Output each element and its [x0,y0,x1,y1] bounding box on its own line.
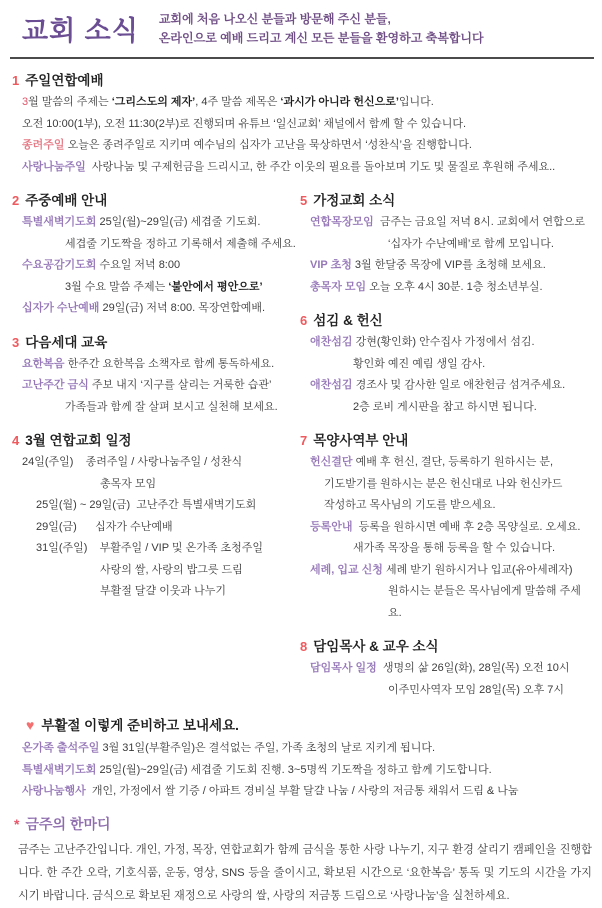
page-title: 교회 소식 [22,16,139,46]
text-line [298,680,594,702]
text-line [298,375,594,397]
keyword-label: 헌신결단 [310,456,353,468]
hanmadi-paragraph: 금주는 고난주간입니다. 개인, 가정, 목장, 연합교회가 함께 금식을 통한 사랑 나누기, 지구 환경 살리기 캠페인을 진행합니다. 한 주간 오락, 기호식품, 운동, 영상, SNS 등을 줄이시고, 확보된 시간으로 ‘요한복음’ 통독 및 기도의 시간을 가지시기 바랍니다. 금식으로 확보된 재정으로 사랑의 쌀, 사랑의 저금통 드림으로 ‘사랑나눔’을 실천하세요. [18,843,592,902]
text-segment: 3월 31일(부활주일)은 결석없는 주일, 가족 초청의 날로 지키게 됩니다. [99,742,436,754]
text-line [10,538,298,560]
section-body [10,212,298,320]
asterisk-icon: * [14,815,20,832]
section-title: 섬김 & 헌신 [313,313,383,328]
text-segment: , 4주 말씀 제목은 [195,96,281,108]
section-body [10,452,298,603]
text-segment: 예배 후 헌신, 결단, 등록하기 원하시는 분, [352,456,554,468]
text-segment: 주보 내지 ‘지구를 살리는 거룩한 습관’ [88,379,272,391]
keyword-label: 세례, 입교 신청 [310,563,383,576]
section-2 [10,189,298,320]
text-line [10,255,298,277]
text-line [10,474,298,496]
text-segment: 원하시는 분들은 목사님에게 말씀해 주세요. [388,585,581,619]
hanmadi-section [10,814,594,908]
text-segment: 31일(주일) 부활주일 / VIP 및 온가족 초청주일 [36,542,264,554]
text-line [10,397,298,419]
text-segment: 25일(월)~29일(금) 세겹줄 기도회. [96,216,261,228]
section-title: 주중예배 안내 [25,193,108,208]
text-segment: 경조사 및 감사한 일로 애찬헌금 섬겨주세요. [352,379,566,391]
two-column-area [10,189,594,712]
easter-section-header [10,714,594,734]
text-line [10,452,298,474]
text-line [298,255,594,277]
section-number: 8 [300,639,308,654]
section-body [298,658,594,701]
text-segment: 25일(월)~29일(금) 세겹줄 기도회 진행. 3~5명씩 기도짝을 정하고 함께 기도합니다. [96,763,492,776]
keyword-label: 요한복음 [22,357,65,370]
text-segment: 사랑나눔 및 구제헌금을 드리시고, 한 주간 이웃의 필요를 돌아보며 기도 및 물질로 후원해 주세요.. [85,160,556,173]
section-number: 6 [300,313,308,328]
text-line [298,658,594,680]
section-8 [298,635,594,701]
left-column [10,189,298,712]
text-segment: 3월 한달중 목장에 VIP를 초청해 보세요. [351,259,546,271]
text-line [298,354,594,376]
keyword-label: 사랑나눔행사 [22,785,86,797]
text-segment: 3월 수요 말씀 주제는 [65,280,169,293]
text-segment: 한주간 요한복음 소책자로 함께 통독하세요. [64,357,275,370]
text-line [298,581,594,624]
text-line [298,277,594,299]
section-number: 2 [12,193,20,208]
keyword-label: 연합목장모임 [310,216,374,228]
keyword-label: 고난주간 금식 [22,379,89,391]
section-title: 다음세대 교육 [25,334,108,350]
text-line [10,277,298,299]
text-segment: 새가족 목장을 통해 등록을 할 수 있습니다. [353,542,556,554]
section-header [10,189,298,209]
section-number: 7 [300,433,308,448]
newsletter-body [10,59,594,908]
keyword-label: 수요공감기도회 [22,259,97,271]
text-segment: 입니다. [398,96,434,108]
section-header [10,429,298,449]
subtitle-line-1: 교회에 처음 나오신 분들과 방문해 주신 분들, [158,11,391,26]
text-segment: 2층 로비 게시판을 참고 하시면 됩니다. [353,400,537,413]
section-body [10,354,298,419]
keyword-label: 애찬섬김 [310,379,353,391]
text-segment: 이주민사역자 모임 28일(목) 오후 7시 [388,683,565,696]
text-line [298,234,594,256]
easter-section [10,714,594,803]
text-segment: 24일(주일) 종려주일 / 사랑나눔주일 / 성찬식 [22,456,243,468]
section-3 [10,331,298,419]
text-segment: 25일(월) ~ 29일(금) 고난주간 특별새벽기도회 [36,499,257,511]
text-line [298,495,594,517]
text-segment: ‘그리스도의 제자’ [111,96,196,108]
text-line [298,332,594,354]
text-line [10,234,298,256]
full-width-sections [10,69,594,178]
text-segment: ‘십자가 수난예배’로 함께 모입니다. [388,237,554,250]
section-number: 1 [12,73,20,88]
keyword-label: 총목자 모임 [310,280,367,293]
keyword-label: 종려주일 [22,139,65,151]
text-line [298,212,594,234]
text-line [10,781,594,803]
text-segment: 강현(황인화) 안수집사 가정에서 섬김. [352,336,535,348]
text-segment: 개인, 가정에서 쌀 기증 / 아파트 경비실 부활 달걀 나눔 / 사랑의 저금통 채워서 드림 & 나눔 [85,785,519,797]
text-segment: 생명의 삶 26일(화), 28일(목) 오전 10시 [376,662,570,674]
text-line [10,212,298,234]
subtitle-line-2: 온라인으로 예배 드리고 계신 모든 분들을 환영하고 축복합니다 [158,30,484,45]
section-title: 담임목사 & 교우 소식 [313,639,439,654]
page-header [10,6,594,59]
text-segment: 사랑의 쌀, 사랑의 밥그릇 드림 [100,563,243,576]
keyword-label: 십자가 수난예배 [22,302,100,314]
text-segment: 부활절 달걀 이웃과 나누기 [100,585,227,597]
text-line [10,92,594,114]
page-subtitle [159,10,484,48]
keyword-label: 등록안내 [310,520,353,533]
text-segment: 오전 10:00(1부), 오전 11:30(2부)로 진행되며 유튜브 ‘일신교회’ 채널에서 함께 할 수 있습니다. [22,117,467,130]
section-6 [298,309,594,418]
text-line [298,397,594,419]
heart-icon: ♥ [26,717,35,733]
section-title: 3월 연합교회 일정 [25,433,132,448]
keyword-label: 온가족 출석주일 [22,742,100,754]
text-line [10,560,298,582]
easter-section-lines [10,738,594,803]
section-body [298,332,594,418]
text-line [10,760,594,782]
text-segment: 수요일 저녁 8:00 [96,259,181,271]
section-header [298,429,594,449]
keyword-label: 사랑나눔주일 [22,160,86,173]
text-line [10,581,298,603]
text-segment: ‘불안에서 평안으로’ [168,280,263,293]
text-segment: 작성하고 목사님의 기도를 받으세요. [324,499,496,511]
hanmadi-section-header [10,814,594,834]
keyword-label: 애찬섬김 [310,336,353,348]
text-segment: 29일(금) 십자가 수난예배 [36,520,173,533]
section-number: 4 [12,433,20,448]
text-segment: 황인화 예진 예림 생일 감사. [353,357,486,370]
text-segment: 오늘은 종려주일로 지키며 예수님의 십자가 고난을 묵상하면서 ‘성찬식’을 진행합니다. [64,139,472,151]
section-header [298,309,594,329]
text-line [10,354,298,376]
text-line [298,452,594,474]
text-line [298,560,594,582]
text-line [10,738,594,760]
section-header [298,635,594,655]
text-segment: 등록을 원하시면 예배 후 2층 목양실로. 오세요. [352,520,581,533]
keyword-label: 특별새벽기도회 [22,216,97,228]
text-segment: 3 [22,96,29,108]
text-segment: 총목자 모임 [100,477,157,490]
section-4 [10,429,298,603]
text-segment: 오늘 오후 4시 30분. 1층 청소년부실. [366,280,543,293]
text-segment: 29일(금) 저녁 8:00. 목장연합예배. [99,302,266,314]
keyword-label: 담임목사 일정 [310,662,377,674]
section-title: 주일연합예배 [25,73,104,88]
right-column [298,189,594,712]
keyword-label: VIP 초청 [310,259,352,271]
text-line [10,495,298,517]
section-1 [10,69,594,178]
section-body [298,212,594,298]
section-title: 가정교회 소식 [313,193,396,208]
easter-section-title: 부활절 이렇게 준비하고 보내세요. [41,718,239,733]
section-header [298,189,594,209]
text-segment: ‘과시가 아니라 헌신으로’ [280,96,399,108]
section-number: 3 [12,334,20,350]
text-line [298,474,594,496]
text-line [10,517,298,539]
text-line [10,114,594,136]
text-line [10,157,594,179]
text-segment: 가족들과 함께 잘 살펴 보시고 실천해 보세요. [65,400,278,413]
text-segment: 월 말씀의 주제는 [28,96,112,108]
text-line [298,517,594,539]
keyword-label: 특별새벽기도회 [22,763,97,776]
section-body [10,92,594,178]
section-body [298,452,594,624]
section-7 [298,429,594,624]
text-line [10,298,298,320]
text-line [10,375,298,397]
text-segment: 세겹줄 기도짝을 정하고 기록해서 제출해 주세요. [65,237,296,250]
text-line [298,538,594,560]
text-segment: 기도받기를 원하시는 분은 헌신대로 나와 헌신카드 [324,477,563,490]
section-title: 목양사역부 안내 [313,433,409,448]
section-header [10,69,594,89]
section-5 [298,189,594,298]
text-segment: 세례 받기 원하시거나 입교(유아세례자) [382,563,573,576]
section-number: 5 [300,193,308,208]
hanmadi-section-title: 금주의 한마디 [25,815,111,832]
text-line [10,135,594,157]
text-segment: 금주는 금요일 저녁 8시. 교회에서 연합으로 [373,216,585,228]
section-header [10,331,298,351]
